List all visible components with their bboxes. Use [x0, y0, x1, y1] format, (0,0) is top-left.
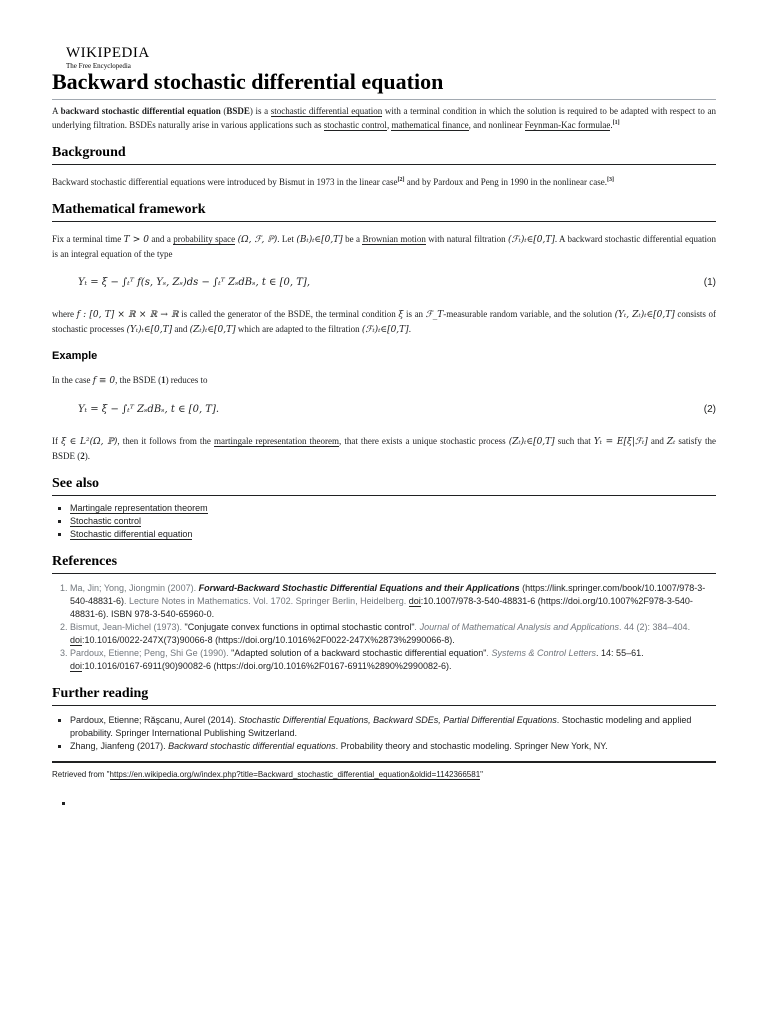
text: and by Pardoux and Peng in 1990 in the nonlinear case.	[404, 177, 607, 187]
empty-list-bullet	[62, 802, 65, 805]
heading-example: Example	[52, 350, 98, 362]
see-also-list	[52, 502, 716, 541]
equation-1-body: Yₜ = ξ − ∫ₜᵀ f(s, Yₛ, Zₛ)ds − ∫ₜᵀ ZₛdBₛ, t ∈ [0, T],	[78, 277, 311, 288]
math: Zₜ	[666, 437, 676, 447]
heading-see-also: See also	[52, 475, 716, 496]
ref-journal: . Journal of Mathematical Analysis and Applications	[414, 622, 620, 632]
equation-1	[52, 265, 716, 305]
text: ,	[386, 120, 392, 130]
heading-framework: Mathematical framework	[52, 201, 716, 222]
ref-details: . 14: 55–61.	[596, 648, 644, 658]
text: is called the generator of the BSDE, the terminal condition	[178, 309, 399, 319]
reference-item	[70, 582, 716, 621]
example-paragraph	[52, 373, 716, 388]
text: satisfy the BSDE (	[52, 436, 716, 461]
text: and	[172, 324, 190, 334]
ref-authors: Ma, Jin; Yong, Jiongmin (2007).	[70, 583, 199, 593]
ref-end: .	[448, 661, 452, 671]
text: Backward stochastic differential equations were introduced by Bismut in 1973 in the linear case	[52, 177, 398, 187]
ref-doi[interactable]: :10.1016/0022-247X(73)90066-8 (https://doi.org/10.1016%2F0022-247X%2873%2990066-8)	[82, 635, 453, 645]
text: , and nonlinear	[468, 120, 525, 130]
fr-title: Stochastic Differential Equations, Backward SDEs, Partial Differential Equations	[238, 715, 557, 725]
text: which are adapted to the filtration	[235, 324, 362, 334]
list-item	[70, 714, 716, 740]
ref-end: .	[452, 635, 455, 645]
text: where	[52, 309, 77, 319]
framework-where-paragraph	[52, 307, 716, 337]
example-uniqueness-paragraph	[52, 434, 716, 463]
ref-authors: Pardoux, Etienne; Peng, Shi Ge (1990).	[70, 648, 232, 658]
math: ξ ∈ L²(Ω, ℙ)	[61, 437, 118, 447]
heading-further-reading: Further reading	[52, 685, 716, 706]
text: -measurable random variable, and the solution	[443, 309, 615, 319]
see-also-link[interactable]: Stochastic differential equation	[70, 529, 193, 539]
see-also-link[interactable]: Stochastic control	[70, 516, 142, 526]
link-sde[interactable]: stochastic differential equation	[270, 106, 383, 116]
link-mathematical-finance[interactable]: mathematical finance	[391, 120, 469, 130]
article-body	[52, 104, 716, 781]
fr-title: Backward stochastic differential equations	[168, 741, 336, 751]
citation-1[interactable]: [1]	[612, 120, 620, 126]
equation-2-body: Yₜ = ξ − ∫ₜᵀ ZₛdBₛ, t ∈ [0, T].	[78, 404, 220, 415]
math: f : [0, T] × ℝ × ℝ → ℝ	[76, 310, 179, 320]
link-stochastic-control[interactable]: stochastic control	[323, 120, 387, 130]
equation-ref-2[interactable]: 2	[80, 451, 85, 461]
text: is an	[403, 309, 426, 319]
text: .	[408, 324, 411, 334]
logo-tagline: The Free Encyclopedia	[66, 62, 131, 70]
fr-details: . Probability theory and stochastic modeling. Springer New York, NY.	[335, 741, 608, 751]
equation-2-number: (2)	[703, 404, 716, 415]
fr-authors: Pardoux, Etienne; Răşcanu, Aurel (2014).	[70, 715, 239, 725]
citation-3[interactable]: [3]	[606, 177, 614, 183]
list-item	[70, 528, 716, 541]
text: , that there exists a unique stochastic process	[339, 436, 509, 446]
text: , then it follows from the	[117, 436, 214, 446]
heading-references: References	[52, 553, 716, 574]
text: Fix a terminal time	[52, 234, 124, 244]
ref-doi-label[interactable]: doi	[70, 661, 83, 671]
math: ℱ_T	[425, 310, 444, 320]
text: ) is a	[249, 106, 271, 116]
text: such that	[554, 436, 594, 446]
text: "	[480, 770, 483, 779]
ref-title-link[interactable]: "Conjugate convex functions in optimal stochastic control"	[184, 622, 415, 632]
citation-2[interactable]: [2]	[397, 177, 405, 183]
list-item	[70, 502, 716, 515]
math: (Yₜ, Zₜ)ₜ∈[0,T]	[614, 310, 675, 320]
list-item	[70, 515, 716, 528]
ref-isbn[interactable]: . ISBN 978-3-540-65960-0.	[106, 609, 215, 619]
background-paragraph	[52, 175, 716, 189]
ref-journal: . Systems & Control Letters	[486, 648, 597, 658]
equation-1-number: (1)	[703, 277, 716, 288]
ref-details: . 44 (2): 384–404.	[619, 622, 691, 632]
fr-authors: Zhang, Jianfeng (2017).	[70, 741, 169, 751]
math: (Zₜ)ₜ∈[0,T]	[189, 325, 236, 335]
link-martingale-representation[interactable]: martingale representation theorem	[213, 436, 340, 446]
ref-authors: Bismut, Jean-Michel (1973).	[70, 622, 185, 632]
equation-2	[52, 392, 716, 432]
text: and	[647, 436, 667, 446]
text: with natural filtration	[425, 234, 509, 244]
text: If	[52, 436, 62, 446]
link-feynman-kac[interactable]: Feynman-Kac formulae	[524, 120, 611, 130]
text: be a	[342, 234, 363, 244]
text: .	[610, 120, 613, 130]
text: consists of stochastic processes	[52, 309, 717, 334]
math: (Ω, ℱ, ℙ)	[237, 235, 278, 245]
text: with a terminal condition in which the solution is required to be adapted with respect to an underlying filtration. BSDEs naturally arise in various applications such as	[52, 106, 716, 130]
text: ) reduces to	[165, 375, 208, 385]
footer-divider	[52, 761, 716, 763]
link-brownian-motion[interactable]: Brownian motion	[362, 234, 426, 244]
ref-details: . Lecture Notes in Mathematics. Vol. 1702. Springer Berlin, Heidelberg.	[124, 596, 409, 606]
reference-item	[70, 647, 716, 673]
reference-item	[70, 621, 716, 647]
intro-paragraph	[52, 104, 716, 132]
text: (	[220, 106, 227, 116]
text: . A backward stochastic differential equation is an integral equation of the type	[52, 234, 716, 259]
text: Retrieved from "	[52, 770, 110, 779]
see-also-link[interactable]: Martingale representation theorem	[70, 503, 208, 513]
heading-background: Background	[52, 144, 716, 165]
math: (Bₜ)ₜ∈[0,T]	[296, 235, 343, 245]
text: A	[52, 106, 61, 116]
ref-url[interactable]: (https://link.springer.com/book/10.1007/978-3-540-48831-6)	[70, 583, 706, 606]
ref-doi[interactable]: :10.1007/978-3-540-48831-6 (https://doi.org/10.1007%2F978-3-540-48831-6)	[70, 596, 693, 619]
math: f ≡ 0	[92, 376, 116, 386]
math: T > 0	[123, 235, 150, 245]
ref-doi[interactable]: :10.1016/0167-6911(90)90082-6 (https://doi.org/10.1016%2F0167-6911%2890%2990082-6)	[82, 661, 449, 671]
link-probability-space[interactable]: probability space	[173, 234, 236, 244]
equation-ref-1[interactable]: 1	[161, 375, 166, 385]
ref-title-link[interactable]: "Adapted solution of a backward stochastic differential equation"	[231, 648, 487, 658]
math: ξ	[398, 310, 404, 320]
math: (ℱₜ)ₜ∈[0,T]	[508, 235, 555, 245]
math: (ℱₜ)ₜ∈[0,T]	[361, 325, 409, 335]
ref-title-link[interactable]: Forward-Backward Stochastic Differential Equations and their Applications	[198, 583, 520, 593]
page-title: Backward stochastic differential equation	[52, 67, 716, 100]
text: In the case	[52, 375, 93, 385]
logo-wordmark: WIKIPEDIA	[66, 45, 150, 61]
text: . Let	[277, 234, 297, 244]
text: ).	[84, 451, 91, 461]
text: and a	[149, 234, 174, 244]
ref-doi-label[interactable]: doi	[70, 635, 83, 645]
text: , the BSDE (	[115, 375, 162, 385]
math: (Zₜ)ₜ∈[0,T]	[508, 437, 555, 447]
abbr-bold: BSDE	[226, 106, 250, 116]
math: (Yₜ)ₜ∈[0,T]	[126, 325, 173, 335]
retrieved-from	[52, 769, 716, 781]
term-bold: backward stochastic differential equation	[60, 106, 221, 116]
references-list	[52, 582, 716, 673]
further-reading-list	[52, 714, 716, 753]
math: Yₜ = E[ξ|ℱₜ]	[593, 437, 648, 447]
fr-details: . Stochastic modeling and applied probability. Springer International Publishing Switzerland.	[70, 715, 692, 738]
ref-doi-label[interactable]: doi	[408, 596, 421, 606]
framework-paragraph	[52, 232, 716, 261]
list-item	[70, 740, 716, 753]
retrieved-url-link[interactable]: https://en.wikipedia.org/w/index.php?title=Backward_stochastic_differential_equation&oldid=1142366581	[109, 770, 481, 779]
